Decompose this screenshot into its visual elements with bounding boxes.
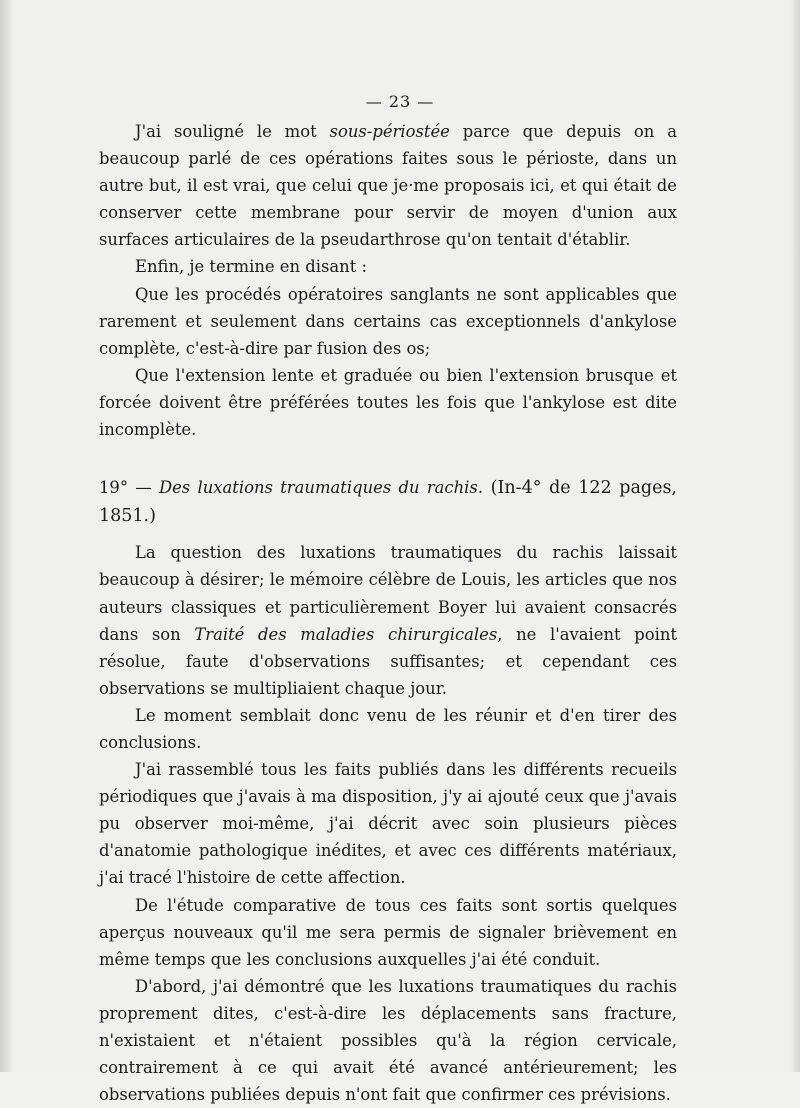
paragraph: Enfin, je termine en disant : xyxy=(135,257,368,277)
emphasis: Traité des maladies chirurgicales xyxy=(194,624,498,644)
section-title: Des luxations traumatiques du rachis. xyxy=(158,478,484,498)
page-shadow-left xyxy=(0,0,14,1072)
emphasis: sous-périostée xyxy=(329,122,450,141)
section-heading xyxy=(99,474,677,530)
paragraph: Que les procédés opératoires sanglants ne sont applicables que rarement et seulement dans certains cas exceptionnels d'ankylose complète, c'est-à-dire par fusion des os; xyxy=(99,284,677,358)
paragraph: La question des luxations traumatiques du rachis laissait beaucoup à désirer; le mémoire célèbre de Louis, les articles que nos auteurs classiques et particulièrement Boyer lui avaient consacrés dans son Traité des maladies chirurgicales, ne l'avaient point résolue, faute d'observations suffisantes; et cependant ces observations se multipliaient chaque jour. xyxy=(99,543,677,698)
section-meta: (In-4° de 122 pages, 1851.) xyxy=(99,478,677,527)
paragraph: J'ai rassemblé tous les faits publiés dans les différents recueils périodiques que j'avais à ma disposition, j'y ai ajouté ceux que j'avais pu observer moi-même, j'ai décrit avec soin plusieurs pièces d'anatomie pathologique inédites, et avec ces différents matériaux, j'ai tracé l'histoire de cette affection. xyxy=(99,760,677,888)
paragraph: Que l'extension lente et graduée ou bien l'extension brusque et forcée doivent être préférées toutes les fois que l'ankylose est dite incomplète. xyxy=(99,365,677,440)
paragraph: J'ai souligné le mot sous-périostée parce que depuis on a beaucoup parlé de ces opérations faites sous le périoste, dans un autre but, il est vrai, que celui que je·me proposais ici, et qui était de conserver cette membrane pour servir de moyen d'union aux surfaces articulaires de la pseudarthrose qu'on tentait d'établir. xyxy=(99,122,677,250)
body-text xyxy=(99,118,677,1108)
page-shadow-right xyxy=(790,0,800,1072)
paragraph: Le moment semblait donc venu de les réunir et d'en tirer des conclusions. xyxy=(99,705,677,752)
paragraph: D'abord, j'ai démontré que les luxations traumatiques du rachis proprement dites, c'est-à-dire les déplacements sans fracture, n'existaient et n'étaient possibles qu'à la région cervicale, contrairement à ce qui avait été avancé antérieurement; les observations publiées depuis n'ont fait que confirmer ces prévisions. xyxy=(99,976,677,1105)
paragraph: De l'étude comparative de tous ces faits sont sortis quelques aperçus nouveaux qu'il me sera permis de signaler brièvement en même temps que les conclusions auxquelles j'ai été conduit. xyxy=(99,895,677,969)
section-number: 19° — xyxy=(99,478,159,498)
page-number: — 23 — xyxy=(365,92,435,111)
